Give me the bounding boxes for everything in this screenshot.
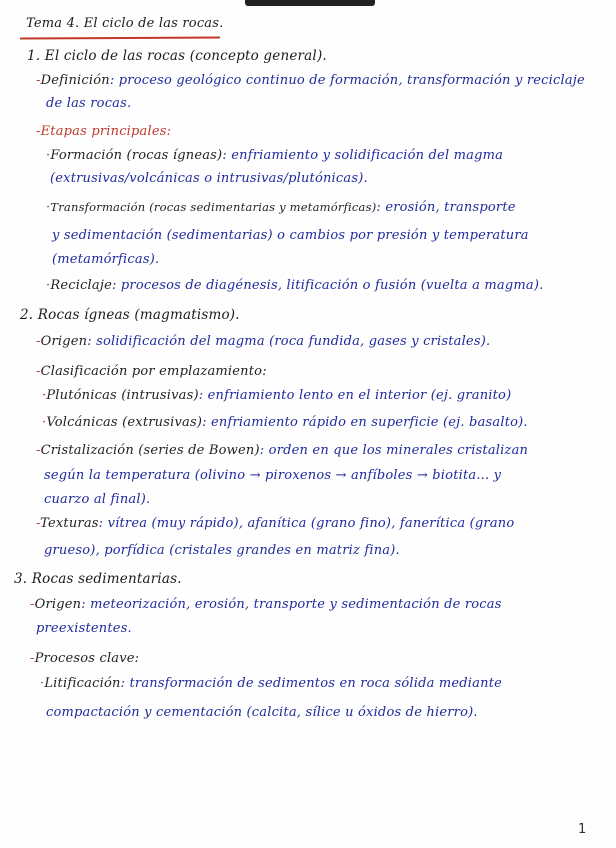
section-3-heading: 3. Rocas sedimentarias. bbox=[14, 571, 182, 587]
bullet-dot: · bbox=[42, 415, 47, 430]
plutonic-text: : enfriamiento lento en el interior (ej. granito) bbox=[198, 388, 512, 403]
crystallization-line-3: cuarzo al final). bbox=[44, 492, 151, 507]
igneous-origin-label: Origen bbox=[40, 334, 88, 349]
definition-label: Definición bbox=[40, 73, 110, 88]
lithification-label: Litificación bbox=[44, 676, 121, 691]
volcanic-line bbox=[42, 415, 528, 430]
transformation-line-2: y sedimentación (sedimentarias) o cambios por presión y temperatura bbox=[52, 228, 529, 243]
sedimentary-origin-line-1 bbox=[30, 597, 502, 612]
bullet-dot: · bbox=[40, 676, 45, 691]
transformation-line-3: (metamórficas). bbox=[52, 252, 160, 267]
crystallization-label: Cristalización (series de Bowen) bbox=[40, 443, 260, 458]
plutonic-line bbox=[42, 388, 511, 403]
classification-label: Clasificación por emplazamiento: bbox=[40, 364, 267, 379]
crystallization-line-2: según la temperatura (olivino → piroxenos → anfíboles → biotita... y bbox=[44, 468, 502, 483]
bullet-dot: · bbox=[46, 278, 51, 293]
formation-line-2: (extrusivas/volcánicas o intrusivas/plutónicas). bbox=[50, 171, 368, 186]
recycling-label: Reciclaje bbox=[50, 278, 112, 293]
bullet-dash: - bbox=[36, 443, 41, 458]
lithification-line-1 bbox=[40, 676, 502, 691]
classification-line bbox=[36, 364, 267, 379]
section-2-heading: 2. Rocas ígneas (magmatismo). bbox=[20, 307, 240, 323]
page-number: 1 bbox=[578, 822, 587, 837]
page-title: Tema 4. El ciclo de las rocas. bbox=[26, 16, 224, 31]
lithification-text: : transformación de sedimentos en roca sólida mediante bbox=[120, 676, 503, 691]
transformation-label: Transformación (rocas sedimentarias y metamórficas) bbox=[50, 200, 377, 214]
bullet-dot: · bbox=[46, 148, 51, 163]
stages-heading: Etapas principales: bbox=[40, 124, 172, 139]
title-underline bbox=[20, 36, 220, 39]
crystallization-text: : orden en que los minerales cristalizan bbox=[259, 443, 529, 458]
stages-heading-line bbox=[36, 124, 171, 139]
bullet-dash: - bbox=[30, 651, 35, 666]
transformation-line-1 bbox=[46, 200, 516, 215]
bullet-dash: - bbox=[36, 334, 41, 349]
bullet-dash: - bbox=[36, 73, 41, 88]
lithification-line-2: compactación y cementación (calcita, sílice u óxidos de hierro). bbox=[46, 705, 478, 720]
plutonic-label: Plutónicas (intrusivas) bbox=[46, 388, 199, 403]
textures-text: : vítrea (muy rápido), afanítica (grano fino), fanerítica (grano bbox=[98, 516, 515, 531]
transformation-text: : erosión, transporte bbox=[376, 200, 516, 215]
bullet-dash: - bbox=[36, 516, 41, 531]
top-edge-mark bbox=[245, 0, 375, 6]
definition-text: : proceso geológico continuo de formación, transformación y reciclaje bbox=[109, 73, 585, 88]
textures-label: Texturas bbox=[40, 516, 99, 531]
bullet-dot: · bbox=[42, 388, 47, 403]
formation-line-1 bbox=[46, 148, 503, 163]
bullet-dash: - bbox=[30, 597, 35, 612]
bullet-dot: · bbox=[46, 200, 51, 215]
crystallization-line-1 bbox=[36, 443, 528, 458]
recycling-line bbox=[46, 278, 543, 293]
textures-line-2: grueso), porfídica (cristales grandes en matriz fina). bbox=[44, 543, 400, 558]
formation-text: : enfriamiento y solidificación del magma bbox=[222, 148, 504, 163]
volcanic-text: : enfriamiento rápido en superficie (ej. basalto). bbox=[202, 415, 528, 430]
bullet-dash: - bbox=[36, 124, 41, 139]
formation-label: Formación (rocas ígneas) bbox=[50, 148, 223, 163]
igneous-origin-text: : solidificación del magma (roca fundida, gases y cristales). bbox=[87, 334, 491, 349]
key-processes-line bbox=[30, 651, 139, 666]
textures-line-1 bbox=[36, 516, 514, 531]
recycling-text: : procesos de diagénesis, litificación o fusión (vuelta a magma). bbox=[111, 278, 544, 293]
definition-line-2: de las rocas. bbox=[46, 96, 132, 111]
bullet-dash: - bbox=[36, 364, 41, 379]
sedimentary-origin-label: Origen bbox=[34, 597, 82, 612]
sedimentary-origin-line-2: preexistentes. bbox=[36, 621, 132, 636]
key-processes-label: Procesos clave: bbox=[34, 651, 140, 666]
igneous-origin-line bbox=[36, 334, 490, 349]
definition-line-1 bbox=[36, 73, 585, 88]
section-1-heading: 1. El ciclo de las rocas (concepto general). bbox=[27, 48, 327, 64]
sedimentary-origin-text: : meteorización, erosión, transporte y sedimentación de rocas bbox=[81, 597, 502, 612]
volcanic-label: Volcánicas (extrusivas) bbox=[46, 415, 203, 430]
